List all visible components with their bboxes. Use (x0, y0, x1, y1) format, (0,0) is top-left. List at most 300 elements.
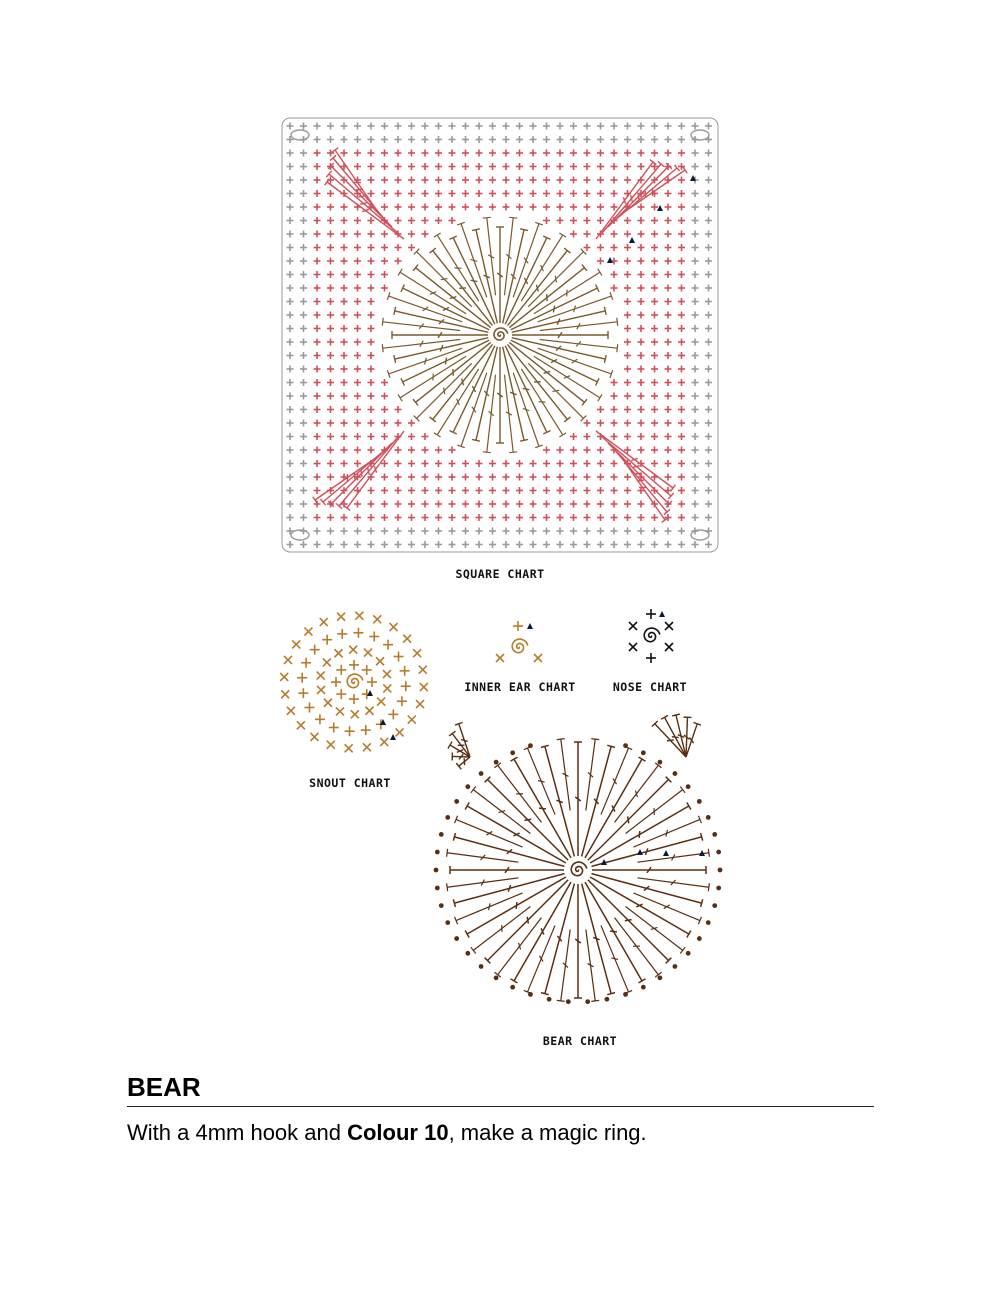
stitch-symbol (665, 312, 672, 319)
stitch-symbol (395, 177, 402, 184)
stitch-symbol (317, 672, 325, 680)
stitch-symbol (381, 177, 388, 184)
stitch-symbol (327, 231, 334, 238)
stitch-symbol (354, 244, 361, 251)
stitch-symbol (381, 163, 388, 170)
stitch-symbol (373, 615, 381, 623)
stitch-symbol (516, 136, 523, 143)
stitch-symbol (651, 460, 658, 467)
stitch-symbol (297, 673, 307, 683)
stitch-symbol (314, 474, 321, 481)
stitch-symbol (705, 271, 712, 278)
stitch-symbol (327, 528, 334, 535)
stitch-dot (528, 992, 533, 997)
stitch-symbol (503, 123, 510, 130)
stitch-symbol (314, 298, 321, 305)
stitch-symbol (597, 123, 604, 130)
stitch-symbol (678, 271, 685, 278)
stitch-symbol (534, 654, 542, 662)
stitch-symbol (557, 150, 564, 157)
stitch-symbol (287, 285, 294, 292)
stitch-symbol (624, 312, 631, 319)
stitch-symbol (395, 447, 402, 454)
stitch-symbol (395, 528, 402, 535)
stitch-symbol (705, 150, 712, 157)
stitch-symbol (570, 177, 577, 184)
stitch-symbol (557, 190, 564, 197)
stitch-symbol (314, 447, 321, 454)
square-chart (282, 118, 718, 552)
magic-ring-icon (512, 639, 528, 653)
stitch-symbol (287, 190, 294, 197)
stitch-symbol (638, 123, 645, 130)
stitch-symbol (462, 177, 469, 184)
stitch-symbol (476, 177, 483, 184)
stitch-symbol (611, 501, 618, 508)
stitch-symbol (395, 460, 402, 467)
stitch-symbol (665, 136, 672, 143)
stitch-symbol (624, 352, 631, 359)
stitch-symbol (638, 136, 645, 143)
stitch-symbol (368, 528, 375, 535)
stitch-symbol (597, 136, 604, 143)
stitch-symbol (381, 406, 388, 413)
bear-chart-caption: BEAR CHART (542, 1034, 618, 1048)
stitch-symbol (692, 163, 699, 170)
stitch-symbol (530, 474, 537, 481)
stitch-symbol (314, 204, 321, 211)
stitch-symbol (341, 231, 348, 238)
stitch-symbol (516, 501, 523, 508)
stitch-symbol (354, 501, 361, 508)
stitch-symbol (665, 541, 672, 548)
stitch-symbol (584, 514, 591, 521)
stitch-dot (547, 997, 552, 1002)
stitch-symbol (300, 393, 307, 400)
stitch-symbol (354, 406, 361, 413)
stitch-symbol (300, 150, 307, 157)
stitch-symbol (368, 366, 375, 373)
stitch-symbol (584, 150, 591, 157)
stitch-symbol (665, 271, 672, 278)
stitch-symbol (368, 339, 375, 346)
stitch-symbol (476, 460, 483, 467)
stitch-symbol (395, 204, 402, 211)
stitch-symbol (462, 190, 469, 197)
round-start-marker-icon (657, 205, 663, 211)
stitch-symbol (435, 474, 442, 481)
stitch-symbol (638, 285, 645, 292)
stitch-symbol (368, 325, 375, 332)
stitch-symbol (516, 190, 523, 197)
stitch-symbol (611, 393, 618, 400)
stitch-symbol (638, 258, 645, 265)
stitch-symbol (530, 487, 537, 494)
stitch-symbol (516, 460, 523, 467)
stitch-symbol (368, 217, 375, 224)
stitch-symbol (327, 190, 334, 197)
stitch-symbol (624, 150, 631, 157)
stitch-symbol (327, 312, 334, 319)
stitch-symbol (336, 437, 398, 509)
stitch-symbol (287, 258, 294, 265)
stitch-symbol (368, 271, 375, 278)
stitch-symbol (422, 190, 429, 197)
stitch-symbol (705, 325, 712, 332)
stitch-symbol (570, 474, 577, 481)
stitch-symbol (287, 447, 294, 454)
stitch-symbol (383, 670, 391, 678)
stitch-symbol (665, 339, 672, 346)
stitch-symbol (287, 163, 294, 170)
stitch-symbol (597, 420, 604, 427)
stitch-symbol (597, 150, 604, 157)
stitch-symbol (287, 501, 294, 508)
stitch-symbol (341, 447, 348, 454)
stitch-symbol (692, 312, 699, 319)
stitch-symbol (678, 393, 685, 400)
stitch-symbol (705, 487, 712, 494)
stitch-symbol (476, 541, 483, 548)
stitch-symbol (496, 654, 504, 662)
stitch-symbol (584, 244, 591, 251)
stitch-symbol (449, 447, 456, 454)
stitch-symbol (354, 420, 361, 427)
stitch-symbol (705, 217, 712, 224)
instruction-prefix: With a 4mm hook and (127, 1120, 348, 1145)
stitch-symbol (557, 487, 564, 494)
stitch-symbol (300, 258, 307, 265)
stitch-symbol (381, 487, 388, 494)
stitch-symbol (287, 514, 294, 521)
stitch-symbol (395, 541, 402, 548)
stitch-dot (623, 992, 628, 997)
stitch-symbol (624, 501, 631, 508)
stitch-dot (494, 760, 499, 765)
stitch-symbol (324, 699, 332, 707)
round-start-marker-icon (663, 850, 669, 856)
stitch-symbol (354, 541, 361, 548)
stitch-symbol (449, 136, 456, 143)
stitch-symbol (341, 285, 348, 292)
stitch-symbol (363, 743, 371, 751)
stitch-dot (686, 784, 691, 789)
stitch-symbol (705, 190, 712, 197)
stitch-symbol (489, 528, 496, 535)
stitch-symbol (597, 528, 604, 535)
stitch-symbol (287, 298, 294, 305)
stitch-symbol (368, 231, 375, 238)
stitch-symbol (665, 190, 672, 197)
stitch-symbol (665, 204, 672, 211)
stitch-symbol (574, 884, 582, 998)
stitch-symbol (597, 204, 604, 211)
stitch-symbol (665, 379, 672, 386)
stitch-symbol (462, 204, 469, 211)
stitch-symbol (354, 366, 361, 373)
stitch-symbol (449, 177, 456, 184)
stitch-symbol (354, 163, 361, 170)
stitch-symbol (408, 420, 415, 427)
stitch-symbol (314, 501, 321, 508)
stitch-dot (445, 920, 450, 925)
stitch-symbol (314, 150, 321, 157)
stitch-symbol (638, 474, 645, 481)
stitch-symbol (692, 420, 699, 427)
stitch-symbol (381, 150, 388, 157)
stitch-symbol (376, 657, 384, 665)
stitch-symbol (327, 352, 334, 359)
stitch-symbol (327, 339, 334, 346)
stitch-symbol (678, 447, 685, 454)
stitch-symbol (354, 379, 361, 386)
stitch-symbol (408, 501, 415, 508)
stitch-symbol (678, 244, 685, 251)
stitch-symbol (323, 658, 331, 666)
section-heading: BEAR (127, 1072, 201, 1102)
stitch-dot (706, 920, 711, 925)
stitch-symbol (678, 352, 685, 359)
stitch-symbol (611, 150, 618, 157)
stitch-symbol (557, 136, 564, 143)
stitch-symbol (638, 298, 645, 305)
stitch-symbol (624, 258, 631, 265)
stitch-dot (566, 999, 571, 1004)
round-start-marker-icon (367, 690, 373, 696)
stitch-symbol (705, 204, 712, 211)
stitch-symbol (310, 645, 320, 655)
stitch-symbol (287, 177, 294, 184)
stitch-dot (445, 815, 450, 820)
stitch-symbol (300, 123, 307, 130)
stitch-symbol (570, 541, 577, 548)
stitch-symbol (638, 325, 645, 332)
stitch-symbol (624, 325, 631, 332)
stitch-symbol (354, 285, 361, 292)
stitch-symbol (543, 487, 550, 494)
stitch-symbol (489, 150, 496, 157)
stitch-symbol (489, 163, 496, 170)
stitch-symbol (301, 658, 311, 668)
stitch-symbol (638, 150, 645, 157)
stitch-symbol (395, 190, 402, 197)
stitch-symbol (678, 528, 685, 535)
stitch-symbol (354, 514, 361, 521)
stitch-symbol (381, 420, 388, 427)
stitch-symbol (354, 150, 361, 157)
stitch-symbol (530, 514, 537, 521)
stitch-symbol (449, 460, 456, 467)
stitch-symbol (449, 528, 456, 535)
stitch-symbol (476, 204, 483, 211)
stitch-symbol (462, 528, 469, 535)
stitch-symbol (300, 487, 307, 494)
stitch-symbol (557, 217, 564, 224)
stitch-symbol (483, 217, 496, 295)
stitch-symbol (705, 420, 712, 427)
stitch-symbol (570, 204, 577, 211)
stitch-symbol (638, 514, 645, 521)
stitch-symbol (665, 150, 672, 157)
stitch-symbol (584, 217, 591, 224)
stitch-symbol (287, 393, 294, 400)
stitch-symbol (570, 528, 577, 535)
stitch-symbol (692, 258, 699, 265)
stitch-symbol (503, 501, 510, 508)
stitch-symbol (354, 217, 361, 224)
stitch-symbol (516, 514, 523, 521)
stitch-symbol (381, 528, 388, 535)
stitch-symbol (692, 325, 699, 332)
stitch-symbol (341, 366, 348, 373)
stitch-symbol (395, 487, 402, 494)
stitch-symbol (408, 460, 415, 467)
stitch-symbol (435, 217, 442, 224)
stitch-symbol (462, 541, 469, 548)
stitch-symbol (651, 271, 658, 278)
stitch-symbol (300, 352, 307, 359)
stitch-symbol (287, 244, 294, 251)
stitch-symbol (611, 406, 618, 413)
stitch-symbol (665, 366, 672, 373)
stitch-symbol (543, 123, 550, 130)
stitch-symbol (314, 433, 321, 440)
stitch-symbol (335, 649, 343, 657)
stitch-symbol (483, 375, 496, 453)
stitch-symbol (624, 177, 631, 184)
stitch-symbol (503, 541, 510, 548)
stitch-symbol (584, 163, 591, 170)
stitch-symbol (449, 501, 456, 508)
stitch-symbol (540, 318, 618, 331)
stitch-symbol (365, 707, 373, 715)
stitch-symbol (678, 177, 685, 184)
stitch-symbol (611, 420, 618, 427)
stitch-symbol (300, 285, 307, 292)
stitch-symbol (651, 339, 658, 346)
stitch-symbol (381, 433, 388, 440)
stitch-symbol (422, 123, 429, 130)
stitch-symbol (349, 660, 359, 670)
stitch-symbol (530, 528, 537, 535)
stitch-symbol (503, 163, 510, 170)
stitch-symbol (422, 474, 429, 481)
stitch-symbol (317, 686, 325, 694)
stitch-symbol (462, 501, 469, 508)
stitch-symbol (624, 474, 631, 481)
stitch-symbol (395, 501, 402, 508)
stitch-symbol (354, 258, 361, 265)
stitch-symbol (449, 204, 456, 211)
stitch-symbol (624, 406, 631, 413)
stitch-symbol (408, 474, 415, 481)
stitch-symbol (300, 433, 307, 440)
stitch-symbol (584, 190, 591, 197)
stitch-symbol (341, 271, 348, 278)
stitch-symbol (367, 677, 377, 687)
stitch-symbol (287, 204, 294, 211)
stitch-symbol (368, 393, 375, 400)
stitch-symbol (678, 433, 685, 440)
stitch-symbol (570, 163, 577, 170)
stitch-symbol (692, 433, 699, 440)
stitch-symbol (584, 501, 591, 508)
stitch-symbol (341, 339, 348, 346)
stitch-symbol (638, 379, 645, 386)
stitch-symbol (328, 443, 392, 507)
stitch-symbol (557, 541, 564, 548)
stitch-symbol (395, 136, 402, 143)
stitch-symbol (611, 528, 618, 535)
stitch-symbol (314, 339, 321, 346)
stitch-symbol (692, 501, 699, 508)
stitch-symbol (557, 163, 564, 170)
stitch-symbol (665, 622, 673, 630)
stitch-symbol (638, 420, 645, 427)
stitch-symbol (651, 123, 658, 130)
stitch-symbol (678, 136, 685, 143)
stitch-symbol (377, 698, 385, 706)
stitch-symbol (300, 379, 307, 386)
stitch-symbol (705, 352, 712, 359)
stitch-dot (439, 832, 444, 837)
stitch-symbol (381, 393, 388, 400)
stitch-symbol (678, 217, 685, 224)
stitch-symbol (314, 325, 321, 332)
stitch-symbol (300, 244, 307, 251)
stitch-symbol (462, 514, 469, 521)
stitch-symbol (381, 231, 388, 238)
stitch-symbol (341, 177, 348, 184)
stitch-symbol (435, 528, 442, 535)
stitch-symbol (692, 339, 699, 346)
stitch-symbol (665, 352, 672, 359)
stitch-symbol (368, 123, 375, 130)
stitch-symbol (705, 514, 712, 521)
stitch-symbol (624, 393, 631, 400)
stitch-symbol (543, 217, 550, 224)
stitch-symbol (287, 271, 294, 278)
stitch-symbol (314, 420, 321, 427)
stitch-symbol (678, 406, 685, 413)
stitch-symbol (327, 514, 334, 521)
stitch-symbol (368, 163, 375, 170)
stitch-symbol (408, 716, 416, 724)
stitch-symbol (504, 217, 517, 295)
stitch-symbol (692, 447, 699, 454)
stitch-dot (454, 936, 459, 941)
nose-chart (629, 609, 673, 663)
stitch-symbol (327, 460, 334, 467)
stitch-symbol (395, 406, 402, 413)
stitch-symbol (281, 690, 289, 698)
stitch-symbol (287, 339, 294, 346)
stitch-symbol (368, 258, 375, 265)
stitch-symbol (503, 204, 510, 211)
stitch-symbol (300, 312, 307, 319)
stitch-symbol (516, 163, 523, 170)
stitch-symbol (543, 150, 550, 157)
stitch-dot (712, 903, 717, 908)
stitch-symbol (611, 514, 618, 521)
stitch-symbol (678, 312, 685, 319)
stitch-symbol (678, 339, 685, 346)
stitch-symbol (665, 433, 672, 440)
stitch-symbol (503, 177, 510, 184)
stitch-symbol (651, 244, 658, 251)
round-start-marker-icon (527, 623, 533, 629)
stitch-symbol (611, 285, 618, 292)
